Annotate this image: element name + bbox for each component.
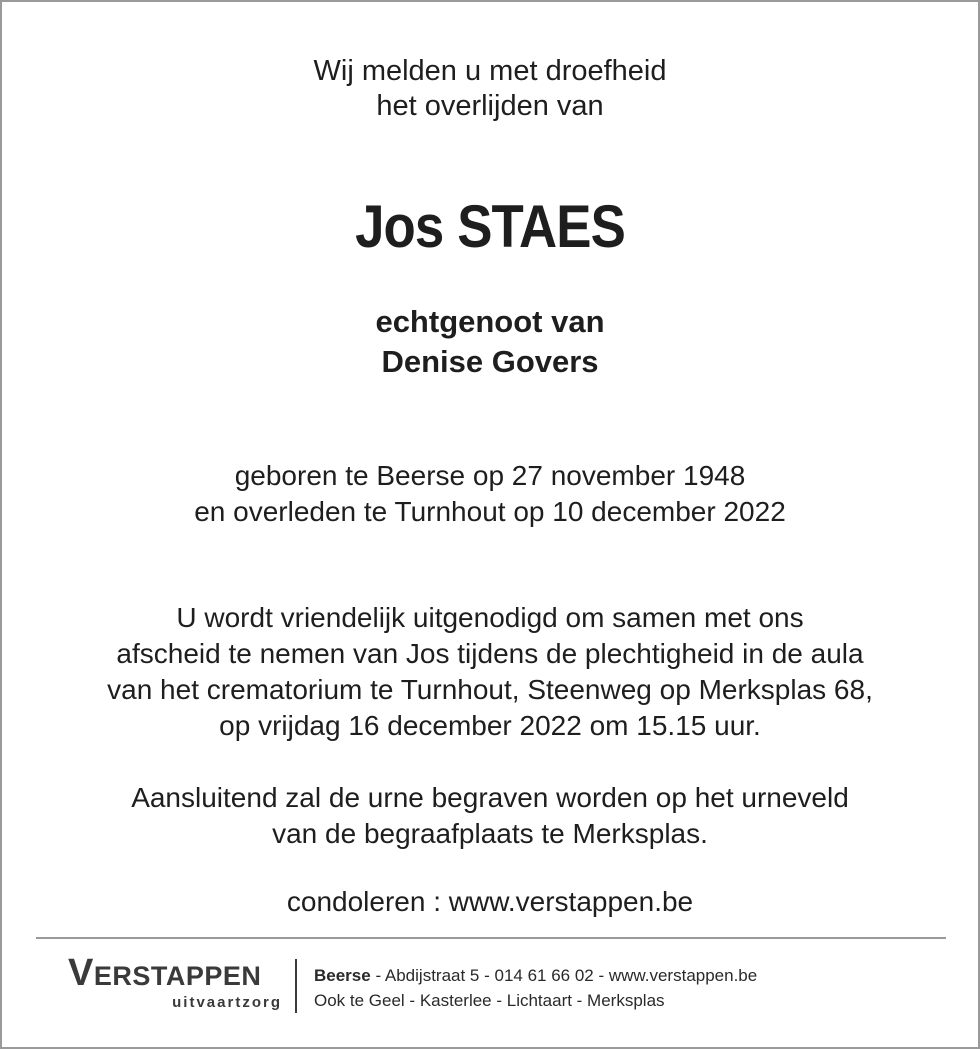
ceremony-line-2: afscheid te nemen van Jos tijdens de plechtigheid in de aula <box>116 638 864 669</box>
birth-line: geboren te Beerse op 27 november 1948 <box>234 460 746 491</box>
footer-contact <box>314 963 757 1013</box>
footer-address-line <box>314 963 757 988</box>
burial-text <box>2 780 978 852</box>
death-line: en overleden te Turnhout op 10 december 2022 <box>194 496 786 527</box>
burial-line-1: Aansluitend zal de urne begraven worden op het urneveld <box>131 782 849 813</box>
logo-wordmark <box>68 952 284 994</box>
footer-vertical-separator <box>295 959 297 1013</box>
logo-initial: V <box>68 952 94 994</box>
intro-text <box>2 54 978 124</box>
logo-rest: ERSTAPPEN <box>93 961 262 991</box>
logo-subtitle: uitvaartzorg <box>172 994 282 1011</box>
spouse-line-1: echtgenoot van <box>375 304 605 339</box>
spouse-name: Denise Govers <box>381 344 599 379</box>
ceremony-line-1: U wordt vriendelijk uitgenodigd om samen met ons <box>176 602 804 633</box>
ceremony-line-4: op vrijdag 16 december 2022 om 15.15 uur. <box>219 710 761 741</box>
spouse-block <box>2 302 978 382</box>
ceremony-line-3: van het crematorium te Turnhout, Steenweg op Merksplas 68, <box>107 674 873 705</box>
deceased-name: Jos STAES <box>355 193 625 260</box>
burial-line-2: van de begraafplaats te Merksplas. <box>272 818 708 849</box>
ceremony-text <box>2 600 978 744</box>
intro-line-2: het overlijden van <box>376 90 604 122</box>
footer-location: Beerse <box>314 966 371 985</box>
intro-line-1: Wij melden u met droefheid <box>313 55 667 87</box>
verstappen-logo <box>68 952 284 1011</box>
condolences-link[interactable]: condoleren : www.verstappen.be <box>286 886 694 917</box>
footer-address: - Abdijstraat 5 - 014 61 66 02 - www.verstappen.be <box>370 966 758 985</box>
footer-divider <box>36 937 946 939</box>
life-dates <box>2 458 978 530</box>
footer-branches: Ook te Geel - Kasterlee - Lichtaart - Merksplas <box>314 991 665 1010</box>
